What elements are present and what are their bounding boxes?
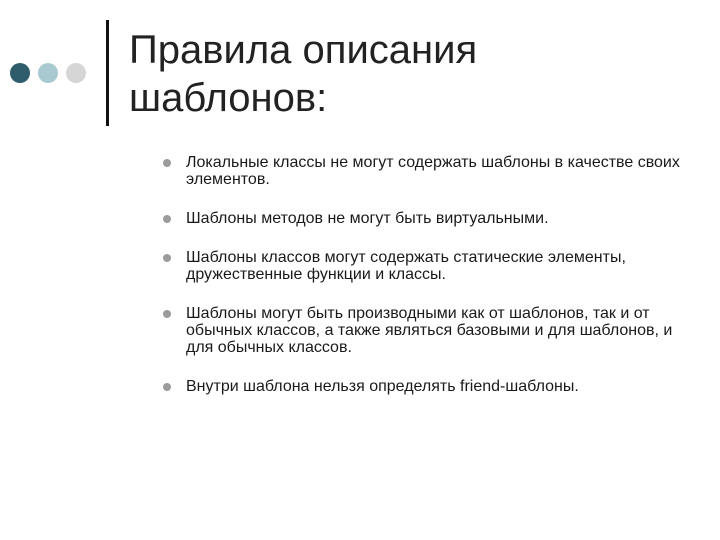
bullet-dot-icon — [163, 215, 171, 223]
bullet-item — [160, 249, 680, 283]
bullet-item — [160, 210, 680, 227]
slide-title-line1: Правила описания — [129, 28, 478, 72]
decorative-dots — [10, 63, 94, 83]
bullet-dot-icon — [163, 310, 171, 318]
bullet-text: Шаблоны методов не могут быть виртуальными. — [186, 210, 549, 227]
bullet-text: Локальные классы не могут содержать шаблоны в качестве своих элементов. — [186, 154, 680, 188]
bullet-text: Шаблоны классов могут содержать статические элементы, дружественные функции и классы. — [186, 249, 626, 283]
dot-mid-icon — [38, 63, 58, 83]
dot-light-icon — [66, 63, 86, 83]
bullet-dot-icon — [163, 159, 171, 167]
bullet-dot-icon — [163, 254, 171, 262]
title-divider — [106, 20, 109, 126]
bullet-item — [160, 305, 680, 356]
bullet-item — [160, 154, 680, 188]
bullet-list — [160, 154, 680, 395]
bullet-text: Шаблоны могут быть производными как от шаблонов, так и от обычных классов, а также являться базовыми и для шаблонов, и для обычных классов. — [186, 305, 673, 356]
slide-title — [129, 26, 689, 122]
slide-title-line2: шаблонов: — [129, 76, 328, 120]
bullet-text: Внутри шаблона нельзя определять friend-шаблоны. — [186, 378, 579, 395]
bullet-item — [160, 378, 680, 395]
bullet-dot-icon — [163, 383, 171, 391]
dot-dark-icon — [10, 63, 30, 83]
